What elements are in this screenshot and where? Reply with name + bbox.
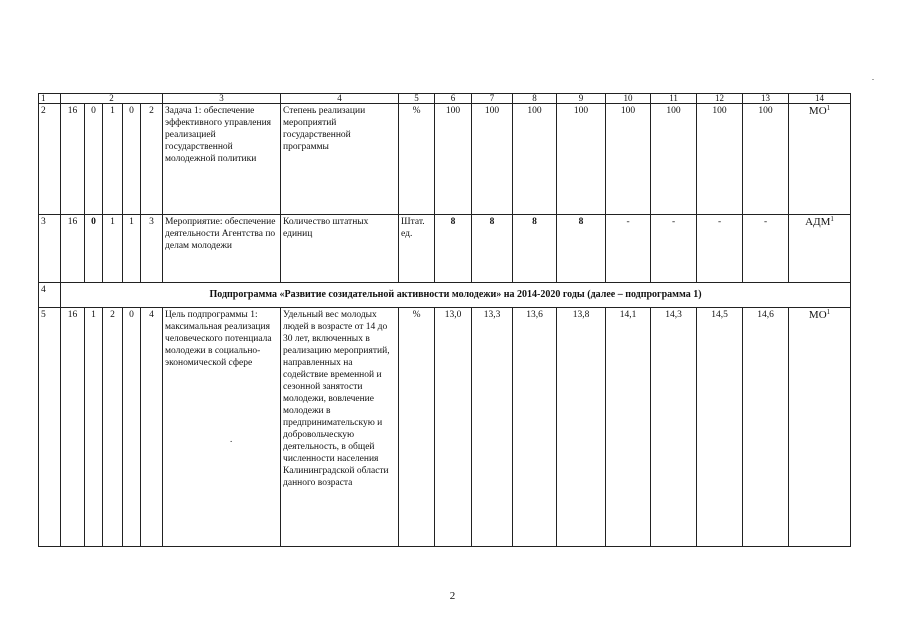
row-number: 2 <box>39 104 61 215</box>
code-cell: 1 <box>103 104 123 215</box>
code-cell: 2 <box>141 104 163 215</box>
value-cell: 100 <box>651 104 697 215</box>
row-number: 5 <box>39 308 61 547</box>
value-cell: 8 <box>472 215 513 283</box>
header-cell: 12 <box>697 94 743 104</box>
footnote-marker: 1 <box>830 215 834 223</box>
value-cell: - <box>651 215 697 283</box>
page-number: 2 <box>449 590 456 602</box>
code-cell: 0 <box>123 308 141 547</box>
value-cell: 100 <box>697 104 743 215</box>
value-cell: 14,6 <box>743 308 789 547</box>
task-description: Задача 1: обеспечение эффективного управления реализацией государственной молодежной политики <box>163 104 281 215</box>
code-cell: 16 <box>61 308 85 547</box>
header-cell: 5 <box>399 94 435 104</box>
indicator-name: Удельный вес молодых людей в возрасте от 14 до 30 лет, включенных в реализацию мероприятий, направленных на содействие временной и сезонной занятости молодежи, вовлечение молодежи в предпринимательскую и добровольческую деятельность, в общей численности населения Калининградской области данного возраста <box>281 308 399 547</box>
code-cell: 16 <box>61 104 85 215</box>
header-cell: 11 <box>651 94 697 104</box>
code-cell: 3 <box>141 215 163 283</box>
value-cell: 100 <box>743 104 789 215</box>
table-row <box>39 215 851 283</box>
value-cell: 8 <box>435 215 472 283</box>
header-cell: 9 <box>557 94 606 104</box>
code-cell: 0 <box>123 104 141 215</box>
value-cell: 13,3 <box>472 308 513 547</box>
table-row <box>39 308 851 547</box>
value-cell: 100 <box>435 104 472 215</box>
code-cell: 0 <box>85 104 103 215</box>
unit-cell: % <box>399 308 435 547</box>
task-description: Мероприятие: обеспечение деятельности Агентства по делам молодежи <box>163 215 281 283</box>
indicator-name: Количество штатных единиц <box>281 215 399 283</box>
row-number: 3 <box>39 215 61 283</box>
code-cell: 4 <box>141 308 163 547</box>
row-number: 4 <box>39 283 61 308</box>
unit-cell: Штат. ед. <box>399 215 435 283</box>
value-cell: 14,5 <box>697 308 743 547</box>
value-cell: 100 <box>472 104 513 215</box>
header-cell: 13 <box>743 94 789 104</box>
header-cell: 8 <box>513 94 557 104</box>
stray-mark: . <box>230 434 233 444</box>
value-cell: 14,3 <box>651 308 697 547</box>
indicator-name: Степень реализации мероприятий государственной программы <box>281 104 399 215</box>
value-cell: - <box>606 215 651 283</box>
footnote-marker: 1 <box>826 308 831 316</box>
value-cell: 100 <box>557 104 606 215</box>
code-cell: 1 <box>123 215 141 283</box>
header-cell: 4 <box>281 94 399 104</box>
value-cell: 100 <box>513 104 557 215</box>
header-cell: 7 <box>472 94 513 104</box>
header-cell: 14 <box>789 94 851 104</box>
code-cell: 16 <box>61 215 85 283</box>
responsible-cell <box>789 215 851 283</box>
value-cell: 13,8 <box>557 308 606 547</box>
corner-mark: . <box>872 73 874 82</box>
responsible-code: МО <box>808 105 827 117</box>
table-row <box>39 104 851 215</box>
value-cell: 13,0 <box>435 308 472 547</box>
value-cell: 100 <box>606 104 651 215</box>
unit-cell: % <box>399 104 435 215</box>
subprogram-title: Подпрограмма «Развитие созидательной активности молодежи» на 2014-2020 годы (далее – подпрограмма 1) <box>61 283 851 308</box>
responsible-code: АДМ <box>805 216 831 228</box>
value-cell: 8 <box>513 215 557 283</box>
header-cell: 10 <box>606 94 651 104</box>
responsible-cell <box>789 308 851 547</box>
goal-description: Цель подпрограммы 1: максимальная реализация человеческого потенциала молодежи в социально-экономической сфере <box>163 308 281 547</box>
code-cell: 0 <box>85 215 103 283</box>
value-cell: - <box>697 215 743 283</box>
header-cell: 1 <box>39 94 61 104</box>
header-cell: 2 <box>61 94 163 104</box>
responsible-code: МО <box>808 309 827 321</box>
header-cell: 6 <box>435 94 472 104</box>
code-cell: 1 <box>85 308 103 547</box>
code-cell: 2 <box>103 308 123 547</box>
value-cell: 13,6 <box>513 308 557 547</box>
value-cell: 14,1 <box>606 308 651 547</box>
value-cell: - <box>743 215 789 283</box>
indicators-table <box>38 93 851 547</box>
header-row <box>39 94 851 104</box>
header-cell: 3 <box>163 94 281 104</box>
responsible-cell <box>789 104 851 215</box>
section-row <box>39 283 851 308</box>
code-cell: 1 <box>103 215 123 283</box>
footnote-marker: 1 <box>826 104 831 112</box>
value-cell: 8 <box>557 215 606 283</box>
